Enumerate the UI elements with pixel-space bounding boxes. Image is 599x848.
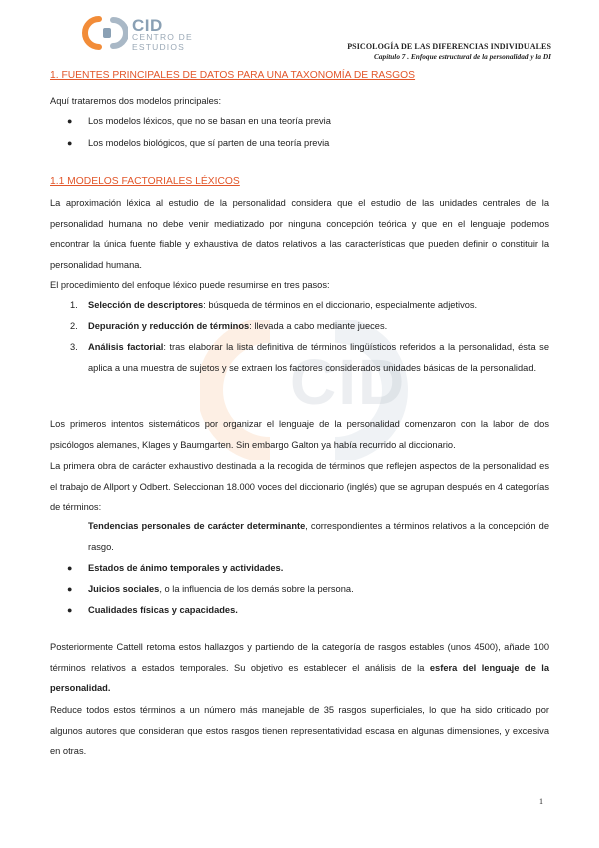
category-term: Cualidades físicas y capacidades. (88, 605, 238, 615)
paragraph: La primera obra de carácter exhaustivo destinada a la recogida de términos que reflejen aspectos de la personalidad es el trabajo de Allport y Odbert. Seleccionan 18.000 voces del diccionario (inglés) que se agrupan después en 4 categorías de términos: (50, 461, 549, 513)
step-text: : llevada a cabo mediante jueces. (249, 321, 388, 331)
section-heading-1-1: 1.1 MODELOS FACTORIALES LÉXICOS (50, 176, 240, 187)
bullet-icon: ● (67, 584, 73, 594)
watermark-text: CID (290, 346, 407, 418)
paragraph: Reduce todos estos términos a un número más manejable de 35 rasgos superficiales, lo que ha sido criticado por algunos autores que consideran que estos rasgos tienen representatividad escasa en algunas dimensiones, y excesiva en otras. (50, 705, 549, 757)
category-term: Tendencias personales de carácter determinante (88, 521, 306, 531)
category-item (88, 579, 549, 600)
section-heading-1: 1. FUENTES PRINCIPALES DE DATOS PARA UNA TAXONOMÍA DE RASGOS (50, 70, 416, 81)
paragraph-text: Posteriormente Cattell retoma estos hallazgos y partiendo de la categoría de rasgos estables (unos 4500), añade 100 términos relativos a estados temporales. Su objetivo es establecer el análisis de la (50, 642, 549, 673)
step-term: Depuración y reducción de términos (88, 321, 250, 331)
step-text: : búsqueda de términos en el diccionario, especialmente adjetivos. (203, 300, 478, 310)
running-header-chapter: Capítulo 7 . Enfoque estructural de la personalidad y la DI (374, 52, 551, 61)
step-number: 3. (70, 342, 78, 352)
paragraph (50, 637, 549, 699)
paragraph: La aproximación léxica al estudio de la personalidad considera que el estudio de las unidades centrales de la personalidad humana no debe venir mediatizado por ninguna concepción teórica y que en el lenguaje podemos encontrar la única fuente fiable y exhaustiva de datos relativos a las características que pueden definir o constituir la personalidad humana. (50, 198, 549, 271)
category-term: Estados de ánimo temporales y actividades. (88, 563, 284, 573)
paragraph: El procedimiento del enfoque léxico puede resumirse en tres pasos: (50, 280, 330, 290)
category-text: , correspondientes a términos relativos a la concepción de rasgo. (88, 521, 549, 552)
step-item (88, 295, 549, 316)
category-text: , o la influencia de los demás sobre la persona. (159, 584, 354, 594)
bullet-icon: ● (67, 605, 73, 615)
list-item: Los modelos biológicos, que sí parten de una teoría previa (88, 138, 330, 148)
logo-name: CID (132, 16, 163, 35)
step-term: Análisis factorial (88, 342, 164, 352)
paragraph: Los primeros intentos sistemáticos por organizar el lenguaje de la personalidad comenzaron con la labor de dos psicólogos alemanes, Klages y Baumgarten. Sin embargo Galton ya había recurrido al diccionario. (50, 419, 549, 450)
cid-logo-mark-icon (82, 16, 128, 50)
category-item (88, 600, 549, 621)
page-number: 1 (539, 797, 543, 806)
bullet-icon: ● (67, 116, 73, 126)
running-header-title: PSICOLOGÍA DE LAS DIFERENCIAS INDIVIDUALES (347, 42, 551, 51)
step-text: : tras elaborar la lista definitiva de términos lingüísticos referidos a la personalidad, ésta se aplica a una muestra de sujetos y se extraen los factores considerados unidades básicas de la personalidad. (88, 342, 549, 373)
category-item (88, 558, 549, 579)
running-header (347, 42, 551, 61)
paragraph-emphasis: esfera del lenguaje de la personalidad. (50, 662, 549, 694)
bullet-icon: ● (67, 563, 73, 573)
step-number: 1. (70, 300, 78, 310)
step-number: 2. (70, 321, 78, 331)
bullet-icon: ● (67, 138, 73, 148)
list-item: Los modelos léxicos, que no se basan en una teoría previa (88, 116, 331, 126)
cid-logo (82, 16, 222, 52)
section-1-intro: Aquí trataremos dos modelos principales: (50, 96, 222, 106)
step-item (88, 316, 549, 337)
step-item (88, 337, 549, 378)
step-term: Selección de descriptores (88, 300, 204, 310)
logo-subtitle: CENTRO DE ESTUDIOS (132, 32, 193, 52)
category-term: Juicios sociales (88, 584, 160, 594)
category-item (88, 516, 549, 557)
